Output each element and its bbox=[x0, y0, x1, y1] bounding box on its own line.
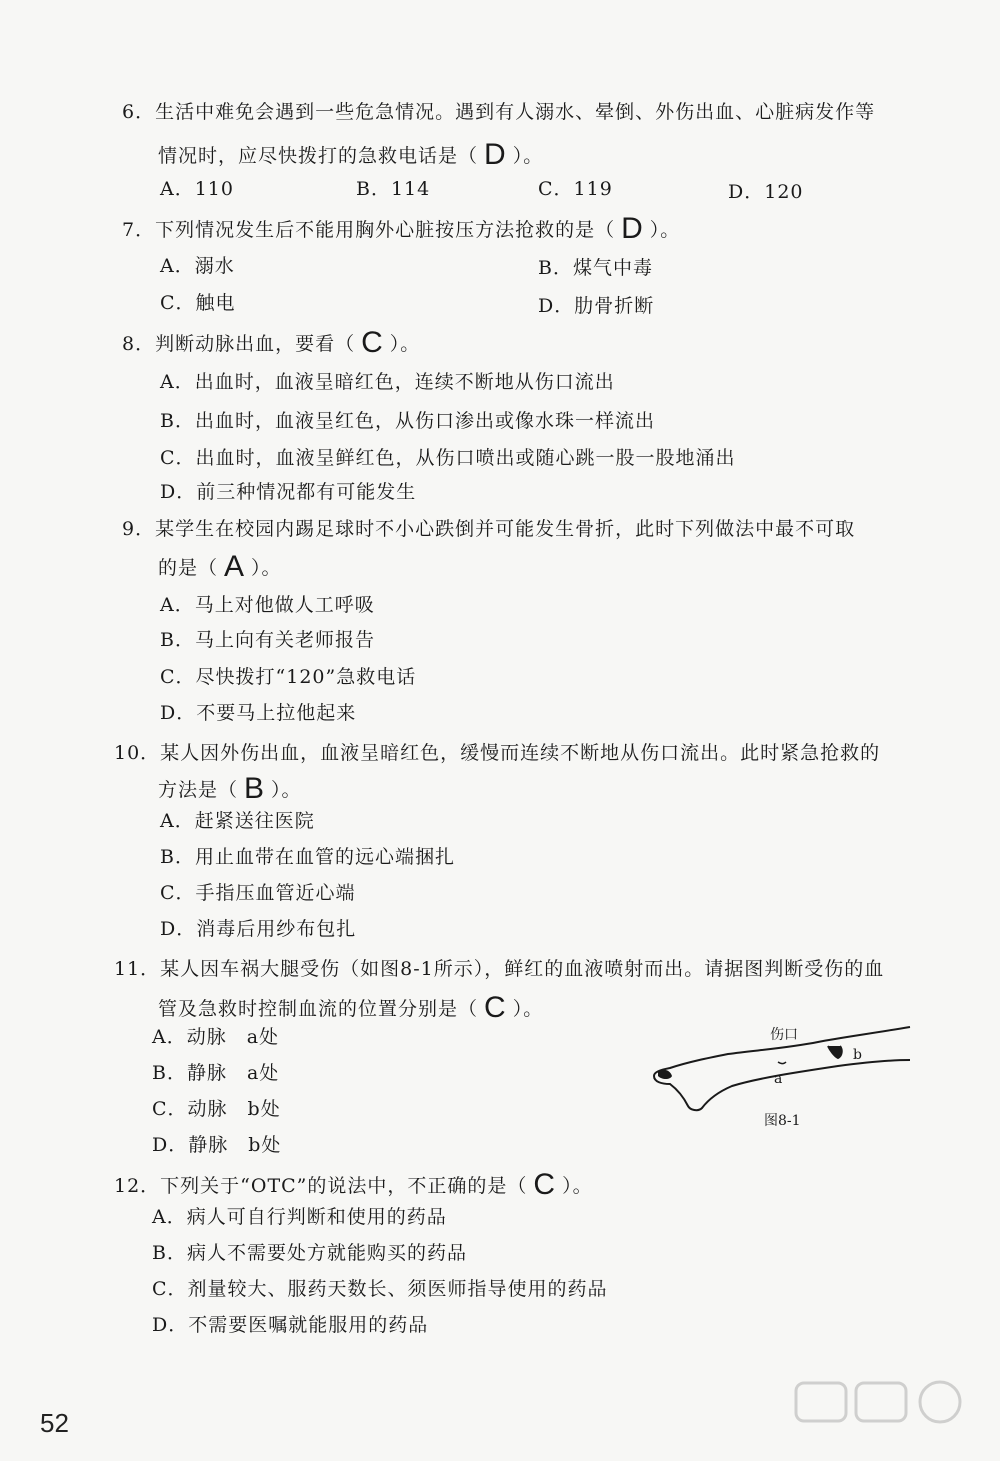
wound-mark bbox=[828, 1046, 842, 1058]
q10-option-c: C．手指压血管近心端 bbox=[160, 882, 356, 904]
watermark-logo bbox=[790, 1379, 980, 1449]
q7-stem-line1 bbox=[122, 214, 680, 244]
q12-option-d: D．不需要医嘱就能服用的药品 bbox=[152, 1314, 429, 1336]
q6-option-c: C．119 bbox=[538, 178, 613, 200]
q12-stem-line1 bbox=[114, 1170, 593, 1200]
q8-stem-post: ）。 bbox=[389, 333, 421, 355]
q6-stem-pre: 情况时，应尽快拨打的急救电话是（ bbox=[158, 145, 479, 167]
q9-answer: A bbox=[224, 550, 246, 583]
watermark-graphic bbox=[790, 1379, 980, 1449]
q8-option-d: D．前三种情况都有可能发生 bbox=[160, 481, 417, 503]
q7-option-d: D．肋骨折断 bbox=[538, 295, 655, 317]
page-number: 52 bbox=[40, 1408, 69, 1438]
q10-stem-post: ）。 bbox=[271, 779, 302, 801]
q8-answer: C bbox=[361, 326, 384, 359]
q8-option-b: B．出血时，血液呈红色，从伤口渗出或像水珠一样流出 bbox=[160, 410, 655, 432]
q9-stem-line2 bbox=[158, 552, 282, 582]
q10-option-a: A．赶紧送往医院 bbox=[160, 810, 315, 832]
q12-stem-pre: 12．下列关于“OTC”的说法中，不正确的是（ bbox=[114, 1175, 528, 1197]
q6-stem-line2 bbox=[158, 140, 543, 170]
q7-stem-post: ）。 bbox=[649, 219, 681, 241]
q8-option-c: C．出血时，血液呈鲜红色，从伤口喷出或随心跳一股一股地涌出 bbox=[160, 447, 736, 469]
q9-stem-line1: 9．某学生在校园内踢足球时不小心跌倒并可能发生骨折，此时下列做法中最不可取 bbox=[122, 518, 856, 540]
q10-stem-pre: 方法是（ bbox=[158, 779, 239, 801]
q9-option-c: C．尽快拨打“120”急救电话 bbox=[160, 666, 417, 688]
q11-option-c: C．动脉 b处 bbox=[152, 1098, 281, 1120]
q6-option-a: A．110 bbox=[160, 178, 234, 200]
q11-stem-pre: 管及急救时控制血流的位置分别是（ bbox=[158, 998, 479, 1020]
wound-label: 伤口 bbox=[770, 1027, 798, 1043]
q12-option-a: A．病人可自行判断和使用的药品 bbox=[152, 1206, 447, 1228]
q9-option-d: D．不要马上拉他起来 bbox=[160, 702, 357, 724]
q10-stem-line2 bbox=[158, 774, 302, 804]
q6-answer: D bbox=[484, 138, 507, 171]
q6-option-b: B．114 bbox=[356, 178, 431, 200]
q11-option-d: D．静脉 b处 bbox=[152, 1134, 282, 1156]
q10-option-b: B．用止血带在血管的远心端捆扎 bbox=[160, 846, 455, 868]
q6-stem-line1: 6．生活中难免会遇到一些危急情况。遇到有人溺水、晕倒、外伤出血、心脏病发作等 bbox=[122, 101, 876, 123]
q7-option-b: B．煤气中毒 bbox=[538, 257, 653, 279]
q11-option-b: B．静脉 a处 bbox=[152, 1062, 280, 1084]
q10-stem-line1: 10．某人因外伤出血，血液呈暗红色，缓慢而连续不断地从伤口流出。此时紧急抢救的 bbox=[114, 742, 881, 764]
q10-answer: B bbox=[244, 772, 266, 805]
q7-stem-pre: 7．下列情况发生后不能用胸外心脏按压方法抢救的是（ bbox=[122, 219, 616, 241]
q9-option-a: A．马上对他做人工呼吸 bbox=[160, 594, 375, 616]
q12-answer: C bbox=[533, 1168, 557, 1201]
q9-option-b: B．马上向有关老师报告 bbox=[160, 629, 375, 651]
figure-leg-diagram bbox=[648, 1020, 918, 1135]
q7-answer: D bbox=[621, 212, 644, 245]
q7-option-a: A．溺水 bbox=[160, 255, 235, 277]
q10-option-d: D．消毒后用纱布包扎 bbox=[160, 918, 357, 940]
q9-stem-post: ）。 bbox=[251, 557, 282, 579]
q11-option-a: A．动脉 a处 bbox=[152, 1026, 280, 1048]
q8-stem-line1 bbox=[122, 328, 420, 358]
q11-stem-line2 bbox=[158, 993, 543, 1023]
point-a-label: a bbox=[774, 1071, 783, 1087]
q8-stem-pre: 8．判断动脉出血，要看（ bbox=[122, 333, 356, 355]
q12-option-c: C．剂量较大、服药天数长、须医师指导使用的药品 bbox=[152, 1278, 608, 1300]
point-b-label: b bbox=[853, 1047, 862, 1063]
q6-option-d: D．120 bbox=[728, 181, 804, 203]
point-a-mark bbox=[778, 1062, 786, 1064]
q11-stem-post: ）。 bbox=[512, 998, 544, 1020]
q6-stem-post: ）。 bbox=[512, 145, 544, 167]
q12-stem-post: ）。 bbox=[562, 1175, 593, 1197]
q8-option-a: A．出血时，血液呈暗红色，连续不断地从伤口流出 bbox=[160, 371, 615, 393]
toes-shape bbox=[658, 1070, 672, 1079]
figure-caption: 图8-1 bbox=[764, 1113, 801, 1129]
q12-option-b: B．病人不需要处方就能购买的药品 bbox=[152, 1242, 467, 1264]
q7-option-c: C．触电 bbox=[160, 292, 236, 314]
q11-answer: C bbox=[484, 991, 507, 1024]
q11-stem-line1: 11．某人因车祸大腿受伤（如图8-1所示），鲜红的血液喷射而出。请据图判断受伤的血 bbox=[114, 958, 885, 980]
q9-stem-pre: 的是（ bbox=[158, 557, 219, 579]
